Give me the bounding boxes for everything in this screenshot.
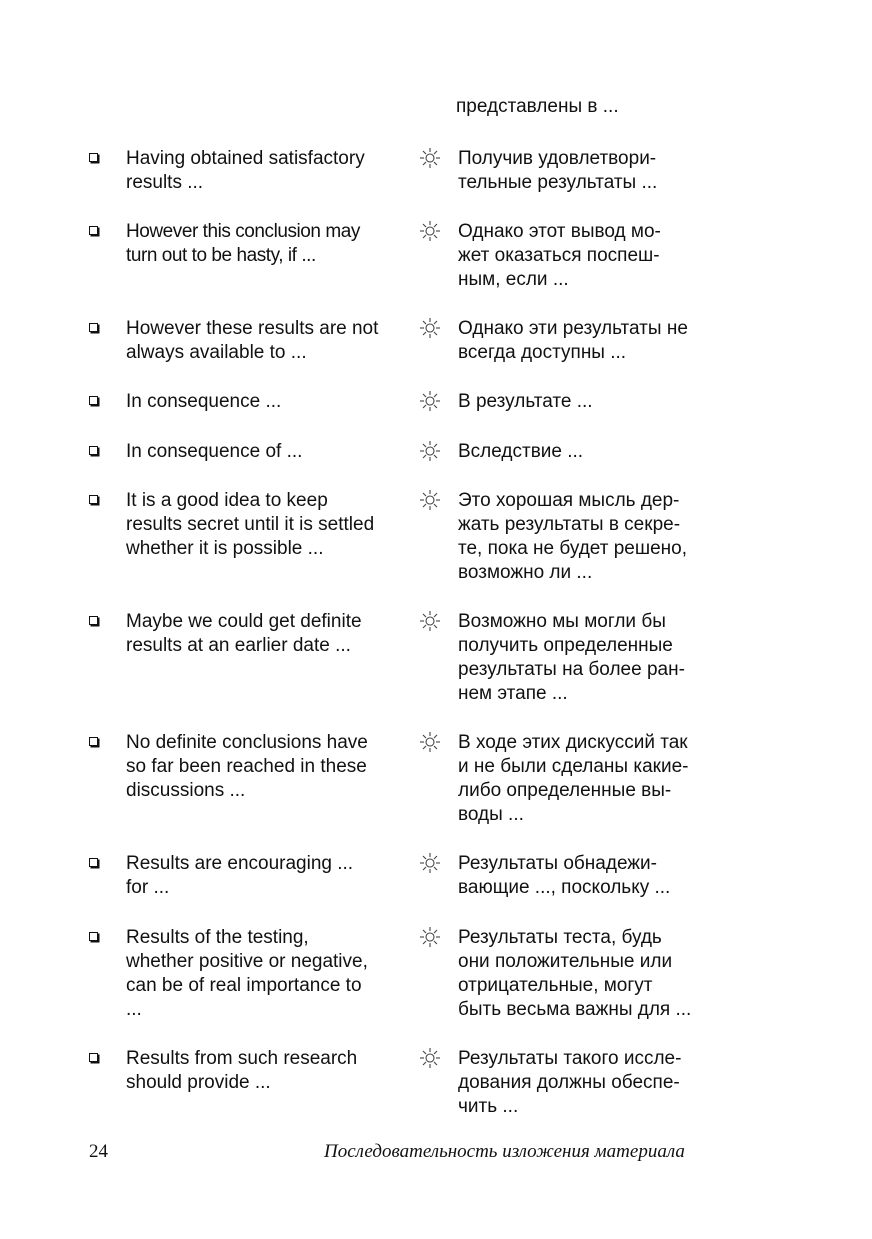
sun-icon [419,1047,441,1069]
square-bullet-icon [89,446,98,455]
sun-icon [419,147,441,169]
russian-translation: Это хорошая мысль дер- жать результаты в секре- те, пока не будет решено, возможно ли ... [458,490,688,583]
square-bullet-icon [89,858,98,867]
sun-icon [419,852,441,874]
russian-translation: Результаты теста, будь они положительные или отрицательные, могут быть весьма важны для ... [458,927,692,1020]
continued-translation-text: представлены в ... [456,96,619,117]
russian-translation: Вследствие ... [458,441,584,462]
english-phrase: Having obtained satisfactory results ... [126,148,365,193]
russian-translation: Возможно мы могли бы получить определенные результаты на более ран- нем этапе ... [458,611,685,704]
square-bullet-icon [89,932,98,941]
english-phrase: In consequence of ... [126,441,303,462]
english-phrase: Results are encouraging ... for ... [126,853,354,898]
english-phrase: In consequence ... [126,391,282,412]
square-bullet-icon [89,323,98,332]
sun-icon [419,610,441,632]
square-bullet-icon [89,495,98,504]
sun-icon [419,220,441,242]
sun-icon [419,926,441,948]
sun-icon [419,440,441,462]
english-phrase: No definite conclusions have so far been reached in these discussions ... [126,732,368,801]
square-bullet-icon [89,396,98,405]
sun-icon [419,390,441,412]
russian-translation: Однако этот вывод мо- жет оказаться поспеш- ным, если ... [458,221,661,290]
square-bullet-icon [89,226,98,235]
russian-translation: В ходе этих дискуссий так и не были сделаны какие- либо определенные вы- воды ... [458,732,689,825]
square-bullet-icon [89,1053,98,1062]
russian-translation: Результаты такого иссле- дования должны обеспе- чить ... [458,1048,682,1117]
page-footer [0,1141,872,1169]
english-phrase: Results of the testing, whether positive or negative, can be of real importance to ... [126,927,368,1020]
square-bullet-icon [89,737,98,746]
russian-translation: В результате ... [458,391,593,412]
english-phrase: However this conclusion may turn out to be hasty, if ... [126,221,360,266]
russian-translation: Результаты обнадежи- вающие ..., поскольку ... [458,853,671,898]
square-bullet-icon [89,153,98,162]
english-phrase: Maybe we could get definite results at an earlier date ... [126,611,362,656]
english-phrase: Results from such research should provide ... [126,1048,358,1093]
running-title: Последовательность изложения материала [324,1141,685,1162]
sun-icon [419,489,441,511]
russian-translation: Получив удовлетвори- тельные результаты ... [458,148,658,193]
square-bullet-icon [89,616,98,625]
russian-translation: Однако эти результаты не всегда доступны ... [458,318,688,363]
english-phrase: However these results are not always available to ... [126,318,379,363]
english-phrase: It is a good idea to keep results secret until it is settled whether it is possible ... [126,490,375,559]
page-number: 24 [89,1141,108,1162]
sun-icon [419,317,441,339]
sun-icon [419,731,441,753]
